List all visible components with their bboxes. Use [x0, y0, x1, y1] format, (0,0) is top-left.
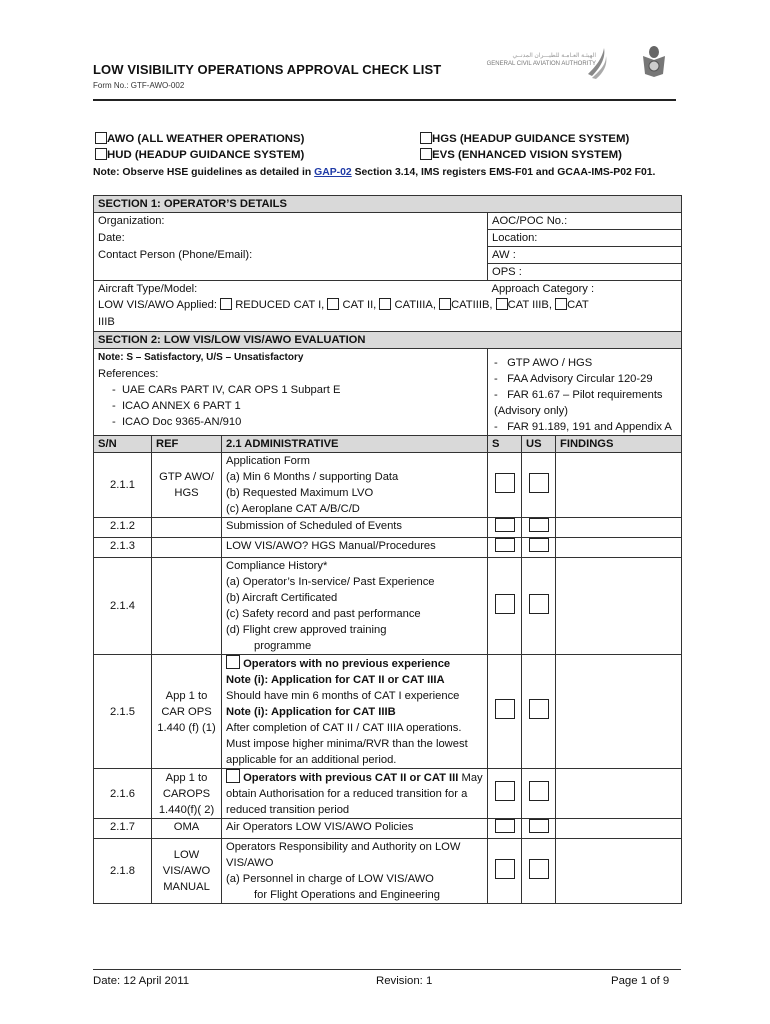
table-row: 2.1.3 LOW VIS/AWO? HGS Manual/Procedures	[94, 538, 682, 558]
s-checkbox[interactable]	[495, 819, 515, 833]
checklist-table	[93, 195, 682, 904]
s-checkbox[interactable]	[495, 859, 515, 879]
awo-label: AWO (ALL WEATHER OPERATIONS)	[107, 133, 305, 145]
authority-name	[468, 52, 596, 68]
us-checkbox[interactable]	[529, 699, 549, 719]
authority-name-arabic: الهيئـة العـامـة للطيـــران المدنــي	[512, 53, 596, 59]
header-rule	[93, 99, 676, 101]
lowvis-applied-row: LOW VIS/AWO Applied: REDUCED CAT I, CAT II, CATIIIA, CATIIIB, CAT IIIB, CAT IIIB	[94, 297, 682, 332]
approach-field[interactable]: Approach Category :	[488, 281, 682, 298]
col-administrative: 2.1 ADMINISTRATIVE	[222, 436, 488, 453]
authority-name-english: GENERAL CIVIL AVIATION AUTHORITY	[486, 61, 596, 67]
uae-emblem-icon	[641, 44, 667, 78]
aircraft-field[interactable]: Aircraft Type/Model:	[94, 281, 488, 298]
table-row: 2.1.2 Submission of Scheduled of Events	[94, 518, 682, 538]
date-field[interactable]: Date:	[94, 230, 488, 247]
us-checkbox[interactable]	[529, 819, 549, 833]
s-checkbox[interactable]	[495, 518, 515, 532]
findings-cell[interactable]	[556, 518, 682, 538]
evs-checkbox[interactable]	[420, 148, 432, 160]
col-findings: FINDINGS	[556, 436, 682, 453]
cat3b-checkbox[interactable]	[439, 298, 451, 310]
previous-experience-checkbox[interactable]	[226, 769, 240, 783]
references-left: Note: S – Satisfactory, U/S – Unsatisfactory References: - UAE CARs PART IV, CAR OPS 1 Subpart E - ICAO ANNEX 6 PART 1 - ICAO Doc 9365-AN/910	[94, 349, 488, 436]
cat3b-alt-checkbox[interactable]	[496, 298, 508, 310]
hgs-label: HGS (HEADUP GUIDANCE SYSTEM)	[432, 133, 630, 145]
hse-note: Note: Observe HSE guidelines as detailed in GAP-02 Section 3.14, IMS registers EMS-F01 and GCAA-IMS-P02 F01.	[93, 167, 656, 178]
footer-rule	[93, 969, 681, 970]
cat2-checkbox[interactable]	[327, 298, 339, 310]
rating-note: Note: S – Satisfactory, U/S – Unsatisfactory	[98, 352, 304, 363]
references-right: - GTP AWO / HGS - FAA Advisory Circular 120-29 - FAR 61.67 – Pilot requirements (Advisory only) - FAR 91.189, 191 and Appendix A	[488, 349, 682, 436]
findings-cell[interactable]	[556, 769, 682, 819]
footer-date: Date: 12 April 2011	[93, 975, 190, 987]
table-row: 2.1.4 Compliance History* (a) Operator’s In-service/ Past Experience (b) Aircraft Certificated (c) Safety record and past performance (d) Flight crew approved training programme	[94, 558, 682, 655]
table-row: 2.1.1 GTP AWO/ HGS Application Form (a) Min 6 Months / supporting Data (b) Requested Maximum LVO (c) Aeroplane CAT A/B/C/D	[94, 453, 682, 518]
s-checkbox[interactable]	[495, 473, 515, 493]
location-field[interactable]: Location:	[488, 230, 682, 247]
findings-cell[interactable]	[556, 839, 682, 904]
option-awo[interactable]	[95, 132, 304, 145]
findings-cell[interactable]	[556, 453, 682, 518]
us-checkbox[interactable]	[529, 859, 549, 879]
us-checkbox[interactable]	[529, 518, 549, 532]
col-us: US	[522, 436, 556, 453]
table-header-row	[94, 436, 682, 453]
option-hud[interactable]	[95, 148, 304, 161]
col-s: S	[488, 436, 522, 453]
aoc-field[interactable]: AOC/POC No.:	[488, 213, 682, 230]
awo-checkbox[interactable]	[95, 132, 107, 144]
gcaa-logo-icon	[584, 44, 608, 80]
s-checkbox[interactable]	[495, 538, 515, 552]
col-sn: S/N	[94, 436, 152, 453]
us-checkbox[interactable]	[529, 594, 549, 614]
findings-cell[interactable]	[556, 558, 682, 655]
table-row: 2.1.8 LOW VIS/AWO MANUAL Operators Responsibility and Authority on LOW VIS/AWO (a) Personnel in charge of LOW VIS/AWO for Flight Operations and Engineering	[94, 839, 682, 904]
section1-heading: SECTION 1: OPERATOR’S DETAILS	[94, 196, 682, 213]
hud-checkbox[interactable]	[95, 148, 107, 160]
us-checkbox[interactable]	[529, 538, 549, 552]
references-label: References:	[98, 368, 159, 380]
s-checkbox[interactable]	[495, 781, 515, 801]
document-title: LOW VISIBILITY OPERATIONS APPROVAL CHECK LIST	[93, 62, 442, 77]
footer-page: Page 1 of 9	[611, 975, 670, 987]
cat-other-checkbox[interactable]	[555, 298, 567, 310]
table-row: 2.1.6 App 1 to CAROPS 1.440(f)( 2) Operators with previous CAT II or CAT III May obtain Authorisation for a reduced transition for a reduced transition period	[94, 769, 682, 819]
aw-field[interactable]: AW :	[488, 247, 682, 264]
option-hgs[interactable]	[420, 132, 629, 145]
us-checkbox[interactable]	[529, 781, 549, 801]
footer-revision: Revision: 1	[376, 975, 433, 987]
ops-field[interactable]: OPS :	[488, 264, 682, 281]
s-checkbox[interactable]	[495, 699, 515, 719]
organization-field[interactable]: Organization:	[94, 213, 488, 230]
cat3a-checkbox[interactable]	[379, 298, 391, 310]
contact-field[interactable]: Contact Person (Phone/Email):	[94, 247, 488, 281]
form-number: Form No.: GTF-AWO-002	[93, 81, 185, 90]
no-experience-checkbox[interactable]	[226, 655, 240, 669]
section2-heading: SECTION 2: LOW VIS/LOW VIS/AWO EVALUATION	[94, 332, 682, 349]
table-row: 2.1.7 OMA Air Operators LOW VIS/AWO Policies	[94, 819, 682, 839]
hud-label: HUD (HEADUP GUIDANCE SYSTEM)	[107, 149, 305, 161]
s-checkbox[interactable]	[495, 594, 515, 614]
lowvis-label: LOW VIS/AWO Applied:	[98, 299, 217, 311]
gap-02-link[interactable]: GAP-02	[314, 167, 352, 178]
evs-label: EVS (ENHANCED VISION SYSTEM)	[432, 149, 622, 161]
option-evs[interactable]	[420, 148, 622, 161]
hgs-checkbox[interactable]	[420, 132, 432, 144]
findings-cell[interactable]	[556, 538, 682, 558]
reduced-cat1-checkbox[interactable]	[220, 298, 232, 310]
col-ref: REF	[152, 436, 222, 453]
us-checkbox[interactable]	[529, 473, 549, 493]
findings-cell[interactable]	[556, 819, 682, 839]
table-row: 2.1.5 App 1 to CAR OPS 1.440 (f) (1) Operators with no previous experience Note (i): Application for CAT II or CAT IIIA Should have min 6 months of CAT I experience Note (i): Application for CAT IIIB After completion of CAT II / CAT IIIA operations. Must impose higher minima/RVR than the lowest applicable for an additional period.	[94, 655, 682, 769]
findings-cell[interactable]	[556, 655, 682, 769]
